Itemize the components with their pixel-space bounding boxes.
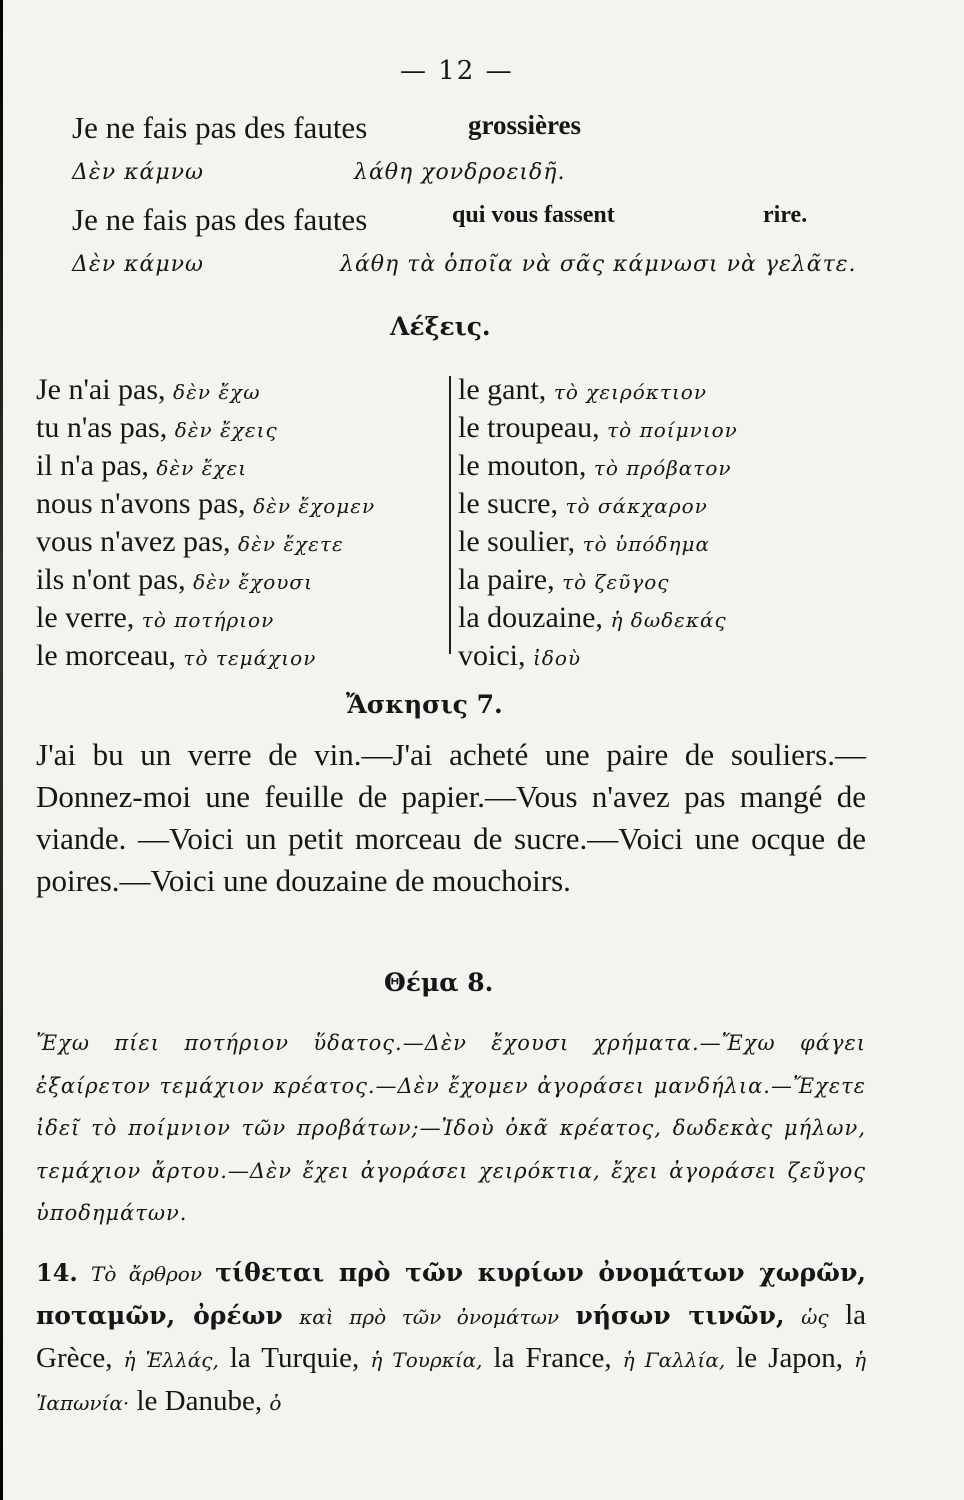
- vocab-item: nous n'avons pas, δὲν ἔχομεν: [36, 487, 376, 520]
- column-divider: [449, 376, 451, 654]
- page-edge: [0, 0, 3, 1500]
- vocab-item: ils n'ont pas, δὲν ἔχουσι: [36, 563, 313, 596]
- vocabulary-heading: Λέξεις.: [390, 312, 491, 341]
- sentence-2-fr-a: Je ne fais pas des fautes: [72, 202, 368, 237]
- vocab-item: la paire, τὸ ζεῦγος: [458, 563, 670, 596]
- vocab-item: la douzaine, ἡ δωδεκάς: [458, 601, 727, 634]
- vocab-item: le mouton, τὸ πρόβατον: [458, 449, 732, 482]
- sentence-2-fr-b: qui vous fassent: [452, 202, 615, 228]
- vocab-item: le verre, τὸ ποτήριον: [36, 601, 275, 634]
- sentence-2-gr-a: Δὲν κάμνω: [72, 252, 204, 277]
- page-number: — 12 —: [400, 56, 514, 86]
- vocab-item: le sucre, τὸ σάκχαρον: [458, 487, 708, 520]
- vocab-item: le soulier, τὸ ὑπόδημα: [458, 525, 710, 558]
- exercise-text: J'ai bu un verre de vin.—J'ai acheté une paire de souliers.—Donnez-moi une feuille de papier.—Vous n'avez pas mangé de viande. —Voici un petit morceau de sucre.—Voici une ocque de poires.—Voici une douzaine de mouchoirs.: [36, 737, 866, 898]
- vocab-item: il n'a pas, δὲν ἔχει: [36, 449, 248, 482]
- sentence-2-fr-c: rire.: [763, 202, 808, 228]
- sentence-2-gr-b: λάθη τὰ ὁποῖα νὰ σᾶς κάμνωσι νὰ γελᾶτε.: [340, 252, 857, 277]
- rule-14-paragraph: 14. Τὸ ἄρθρον τίθεται πρὸ τῶν κυρίων ὀνομάτων χωρῶν, ποταμῶν, ὀρέων καὶ πρὸ τῶν ὀνομάτων νήσων τινῶν, ὡς la Grèce, ἡ Ἑλλάς, la Turquie, ἡ Τουρκία, la France, ἡ Γαλλία, le Japon, ἡ Ἰαπωνία· le Danube, ὁ: [36, 1258, 867, 1417]
- vocab-item: tu n'as pas, δὲν ἔχεις: [36, 411, 278, 444]
- vocab-item: le morceau, τὸ τεμάχιον: [36, 639, 317, 672]
- sentence-1-fr-a: Je ne fais pas des fautes: [72, 110, 368, 145]
- theme-heading: Θέμα 8.: [384, 968, 494, 997]
- exercise-heading: Ἄσκησις 7.: [346, 690, 503, 719]
- vocab-item: vous n'avez pas, δὲν ἔχετε: [36, 525, 344, 558]
- vocab-item: le gant, τὸ χειρόκτιον: [458, 373, 707, 406]
- rule-number: 14.: [36, 1258, 78, 1287]
- sentence-1-fr-b: grossières: [468, 110, 581, 140]
- vocab-item: le troupeau, τὸ ποίμνιον: [458, 411, 738, 444]
- vocab-item: voici, ἰδοὺ: [458, 639, 582, 672]
- theme-text: Ἔχω πίει ποτήριον ὕδατος.—Δὲν ἔχουσι χρήματα.—Ἔχω φάγει ἐξαίρετον τεμάχιον κρέατος.—Δὲν ἔχομεν ἀγοράσει μανδήλια.—Ἔχετε ἰδεῖ τὸ ποίμνιον τῶν προβάτων;—Ἰδοὺ ὀκᾶ κρέατος, δωδεκὰς μήλων, τεμάχιον ἄρτου.—Δὲν ἔχει ἀγοράσει χειρόκτια, ἔχει ἀγοράσει ζεῦγος ὑποδημάτων.: [36, 1031, 866, 1225]
- vocab-item: Je n'ai pas, δὲν ἔχω: [36, 373, 261, 406]
- vocab-left-column: [36, 372, 375, 676]
- sentence-1-gr-b: λάθη χονδροειδῆ.: [354, 160, 566, 185]
- vocab-right-column: [458, 372, 738, 676]
- sentence-1-gr-a: Δὲν κάμνω: [72, 160, 204, 185]
